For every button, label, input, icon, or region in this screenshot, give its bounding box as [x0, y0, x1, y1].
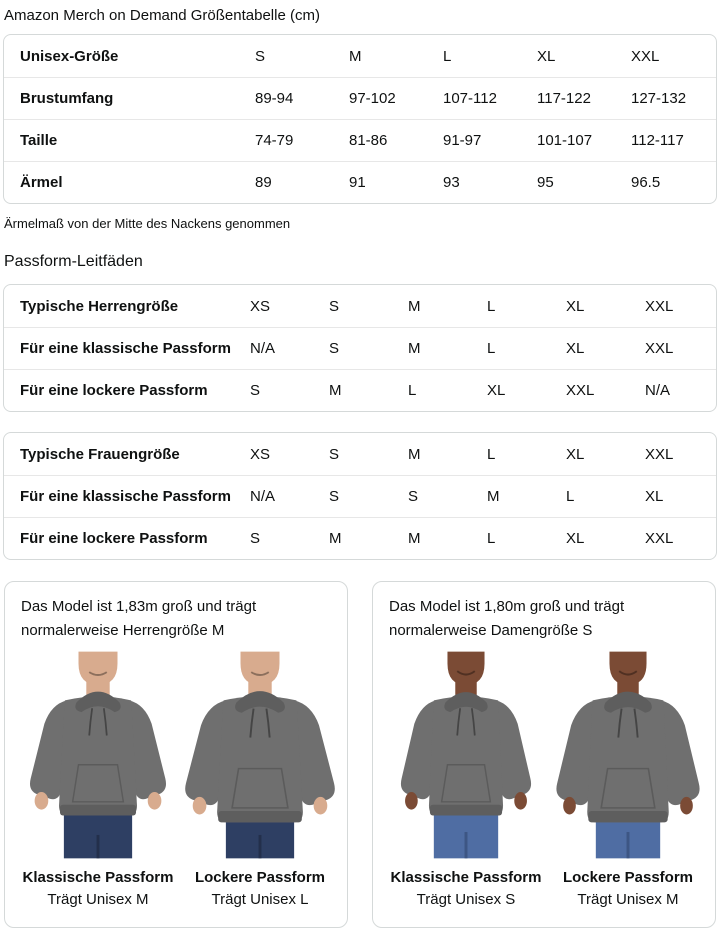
- size-measurements-table: [3, 34, 717, 204]
- size-column-header: XL: [537, 47, 556, 65]
- table-row: [4, 475, 716, 517]
- male-model-card: [4, 581, 348, 928]
- row-label: Taille: [20, 132, 58, 149]
- cell-value: 91: [349, 174, 366, 191]
- cell-value: N/A: [250, 340, 276, 357]
- cell-value: XXL: [645, 297, 674, 315]
- fit-type-label: Klassische Passform: [22, 869, 174, 886]
- cell-value: L: [487, 530, 496, 547]
- size-column-header: XXL: [631, 47, 660, 65]
- female-model-card: [372, 581, 716, 928]
- table-row: [4, 161, 716, 203]
- size-column-header: L: [443, 47, 452, 65]
- row-label: Brustumfang: [20, 90, 114, 107]
- cell-value: M: [408, 445, 421, 463]
- table-row: [4, 327, 716, 369]
- table-row: [4, 285, 716, 327]
- cell-value: M: [408, 297, 421, 315]
- cell-value: S: [250, 382, 261, 399]
- cell-value: M: [487, 488, 500, 505]
- loose-fit-figure-block: [550, 649, 706, 908]
- cell-value: 127-132: [631, 90, 687, 107]
- cell-value: XS: [250, 445, 271, 463]
- model-figures: [389, 649, 705, 908]
- cell-value: N/A: [250, 488, 276, 505]
- cell-value: L: [487, 297, 496, 315]
- size-column-header: M: [349, 47, 362, 65]
- cell-value: 97-102: [349, 90, 396, 107]
- classic-fit-figure-block: [388, 649, 544, 908]
- cell-value: 96.5: [631, 174, 661, 191]
- cell-value: L: [566, 488, 575, 505]
- female-classic-fit-model-photo: [388, 649, 544, 861]
- worn-size-label: Trägt Unisex M: [577, 891, 679, 908]
- cell-value: M: [408, 530, 421, 547]
- male-loose-fit-model-photo: [182, 649, 338, 861]
- classic-fit-figure-block: [20, 649, 176, 908]
- cell-value: S: [329, 445, 340, 463]
- cell-value: 101-107: [537, 132, 593, 149]
- row-label: Ärmel: [20, 174, 63, 191]
- row-label: Unisex-Größe: [20, 47, 119, 65]
- model-cards: [3, 581, 717, 928]
- cell-value: S: [250, 530, 261, 547]
- fit-type-label: Lockere Passform: [562, 869, 694, 886]
- row-label: Typische Frauengröße: [20, 445, 180, 463]
- cell-value: S: [329, 297, 340, 315]
- size-column-header: S: [255, 47, 266, 65]
- cell-value: XXL: [645, 445, 674, 463]
- row-label: Für eine klassische Passform: [20, 340, 231, 357]
- cell-value: XXL: [645, 340, 674, 357]
- table-header-row: [4, 35, 716, 77]
- table-row: [4, 119, 716, 161]
- cell-value: 91-97: [443, 132, 482, 149]
- page-title: Amazon Merch on Demand Größentabelle (cm): [4, 7, 320, 24]
- model-figures: [21, 649, 337, 908]
- cell-value: M: [408, 340, 421, 357]
- cell-value: XL: [566, 297, 585, 315]
- row-label: Für eine klassische Passform: [20, 488, 231, 505]
- worn-size-label: Trägt Unisex S: [416, 891, 516, 908]
- cell-value: L: [487, 445, 496, 463]
- cell-value: M: [329, 382, 342, 399]
- cell-value: XXL: [566, 382, 595, 399]
- cell-value: XL: [645, 488, 664, 505]
- cell-value: XL: [566, 340, 585, 357]
- cell-value: 93: [443, 174, 460, 191]
- table-row: [4, 369, 716, 411]
- fit-guides-heading: Passform-Leitfäden: [4, 253, 143, 270]
- table-row: [4, 77, 716, 119]
- row-label: Für eine lockere Passform: [20, 382, 208, 399]
- loose-fit-figure-block: [182, 649, 338, 908]
- row-label: Für eine lockere Passform: [20, 530, 208, 547]
- sleeve-measurement-note: Ärmelmaß von der Mitte des Nackens genommen: [4, 216, 291, 231]
- cell-value: XL: [566, 530, 585, 547]
- cell-value: 107-112: [443, 90, 497, 107]
- cell-value: N/A: [645, 382, 671, 399]
- model-description: Das Model ist 1,80m groß und trägt normalerweise Damengröße S: [389, 598, 625, 639]
- cell-value: 117-122: [537, 90, 591, 107]
- cell-value: 89: [255, 174, 272, 191]
- cell-value: XXL: [645, 530, 674, 547]
- cell-value: 112-117: [631, 132, 684, 149]
- fit-type-label: Klassische Passform: [390, 869, 542, 886]
- fit-type-label: Lockere Passform: [194, 869, 326, 886]
- worn-size-label: Trägt Unisex M: [47, 891, 149, 908]
- cell-value: 95: [537, 174, 554, 191]
- cell-value: 74-79: [255, 132, 294, 149]
- cell-value: M: [329, 530, 342, 547]
- cell-value: XL: [566, 445, 585, 463]
- row-label: Typische Herrengröße: [20, 297, 179, 315]
- worn-size-label: Trägt Unisex L: [211, 891, 309, 908]
- cell-value: L: [487, 340, 496, 357]
- cell-value: XL: [487, 382, 506, 399]
- cell-value: L: [408, 382, 417, 399]
- cell-value: S: [329, 488, 340, 505]
- model-description: Das Model ist 1,83m groß und trägt normalerweise Herrengröße M: [21, 598, 257, 639]
- womens-fit-guide-table: [3, 432, 717, 560]
- female-loose-fit-model-photo: [550, 649, 706, 861]
- cell-value: XS: [250, 297, 271, 315]
- table-row: [4, 517, 716, 559]
- table-row: [4, 433, 716, 475]
- cell-value: S: [329, 340, 340, 357]
- cell-value: 81-86: [349, 132, 388, 149]
- male-classic-fit-model-photo: [20, 649, 176, 861]
- cell-value: 89-94: [255, 90, 294, 107]
- mens-fit-guide-table: [3, 284, 717, 412]
- cell-value: S: [408, 488, 419, 505]
